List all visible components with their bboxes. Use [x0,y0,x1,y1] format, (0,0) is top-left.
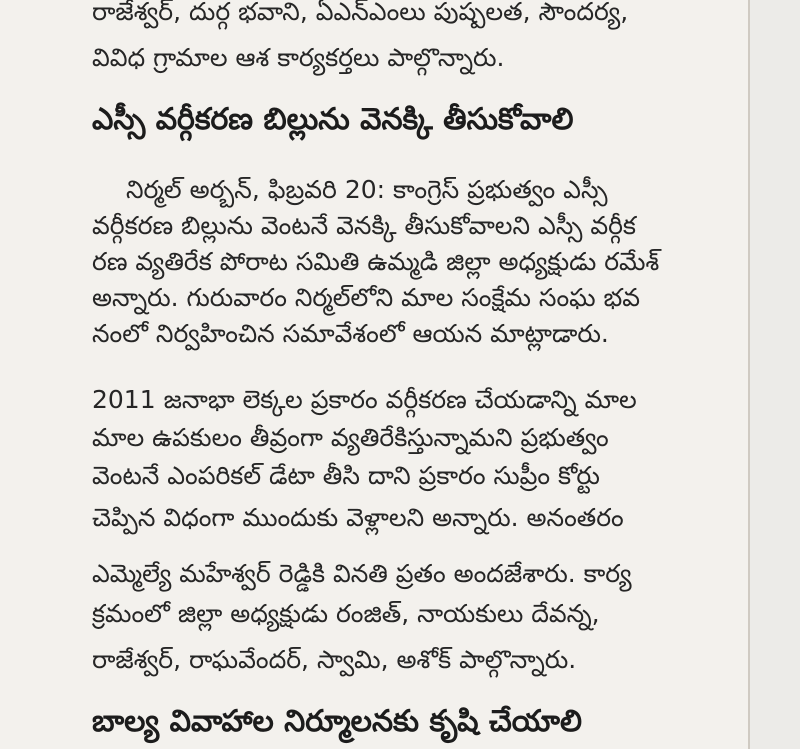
article-headline: ఎస్సీ వర్గీకరణ బిల్లును వెనక్కి తీసుకోవాలి [92,102,574,137]
adjacent-column-margin [750,0,800,749]
article-line-5: నంలో నిర్వహించిన సమావేశంలో ఆయన మాట్లాడారు. [92,319,609,348]
article-line-11: క్రమంలో జిల్లా అధ్యక్షుడు రంజిత్, నాయకులు దేవన్న, [92,599,600,628]
article-line-2: వర్గీకరణ బిల్లును వెంటనే వెనక్కి తీసుకోవాలని ఎస్సీ వర్గీక [92,211,636,240]
previous-article-line-1: రాజేశ్వర్, దుర్గ భవాని, ఏఎన్ఎంలు పుష్పలత, సౌందర్య, [92,0,629,26]
article-line-7: మాల ఉపకులం తీవ్రంగా వ్యతిరేకిస్తున్నామని ప్రభుత్వం [92,423,609,452]
article-line-9: చెప్పిన విధంగా ముందుకు వెళ్లాలని అన్నారు. అనంతరం [92,503,624,532]
article-line-6: 2011 జనాభా లెక్కల ప్రకారం వర్గీకరణ చేయడాన్ని మాల [92,385,637,414]
article-line-12: రాజేశ్వర్, రాఘవేందర్, స్వామి, అశోక్ పాల్గొన్నారు. [92,645,577,674]
article-line-10: ఎమ్మెల్యే మహేశ్వర్ రెడ్డికి వినతి ప్రతం అందజేశారు. కార్య [92,559,632,588]
article-line-4: అన్నారు. గురువారం నిర్మల్‌లోని మాల సంక్షేమ సంఘ భవ [92,283,641,312]
article-line-8: వెంటనే ఎంపరికల్ డేటా తీసి దాని ప్రకారం సుప్రీం కోర్టు [92,461,600,490]
next-article-headline: బాల్య వివాహాల నిర్మూలనకు కృషి చేయాలి [92,704,582,739]
article-line-3: రణ వ్యతిరేక పోరాట సమితి ఉమ్మడి జిల్లా అధ్యక్షుడు రమేశ్ [92,247,660,276]
article-line-1: నిర్మల్ అర్బన్, ఫిబ్రవరి 20: కాంగ్రెస్ ప్రభుత్వం ఎస్సీ [126,175,608,204]
previous-article-line-2: వివిధ గ్రామాల ఆశ కార్యకర్తలు పాల్గొన్నారు. [92,43,505,72]
column-divider [748,0,750,749]
